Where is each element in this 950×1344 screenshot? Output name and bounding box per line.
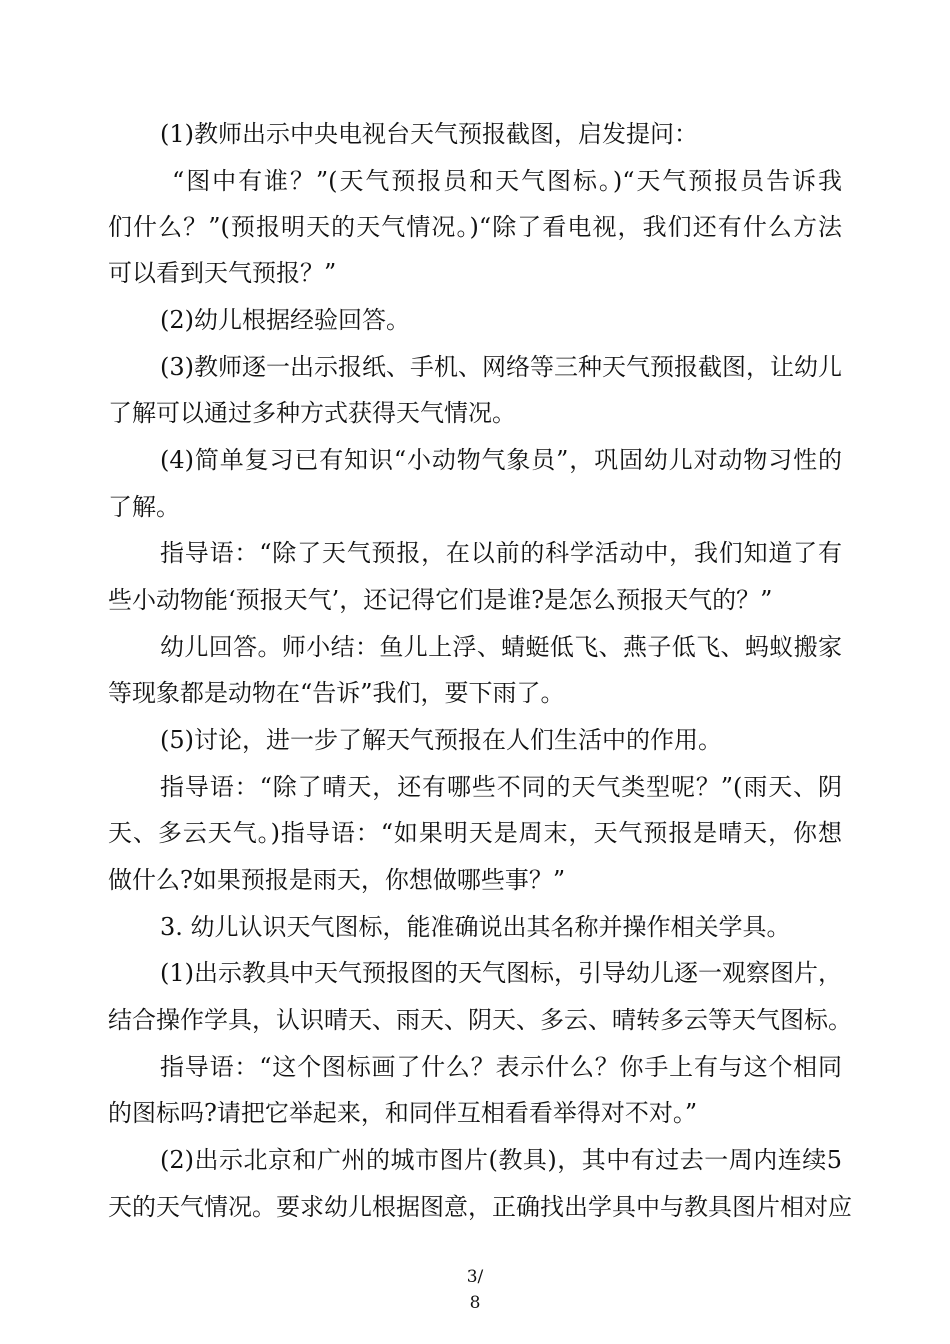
paragraph-line: 幼儿回答。师小结：鱼儿上浮、蜻蜓低飞、燕子低飞、蚂蚁搬家 — [160, 633, 842, 661]
paragraph-line: 做什么?如果预报是雨天，你想做哪些事？” — [108, 866, 566, 894]
paragraph-line: (4)简单复习已有知识“小动物气象员”，巩固幼儿对动物习性的 — [160, 446, 842, 474]
paragraph-line: (3)教师逐一出示报纸、手机、网络等三种天气预报截图，让幼儿 — [160, 353, 842, 381]
paragraph-line: 指导语：“这个图标画了什么？表示什么？你手上有与这个相同 — [160, 1053, 842, 1081]
paragraph-line: 指导语：“除了天气预报，在以前的科学活动中，我们知道了有 — [160, 539, 842, 567]
paragraph-line: (1)出示教具中天气预报图的天气图标，引导幼儿逐一观察图片， — [160, 959, 842, 987]
paragraph-line: 了解可以通过多种方式获得天气情况。 — [108, 399, 516, 427]
paragraph-line: 结合操作学具，认识晴天、雨天、阴天、多云、晴转多云等天气图标。 — [108, 1006, 852, 1034]
paragraph-line: 3. 幼儿认识天气图标，能准确说出其名称并操作相关学具。 — [160, 913, 791, 941]
paragraph-line: (1)教师出示中央电视台天气预报截图，启发提问： — [160, 120, 698, 148]
paragraph-line: 指导语：“除了晴天，还有哪些不同的天气类型呢？”(雨天、阴 — [160, 773, 842, 801]
paragraph-line: (2)出示北京和广州的城市图片(教具)，其中有过去一周内连续5 — [160, 1146, 842, 1174]
paragraph-line: 天的天气情况。要求幼儿根据图意，正确找出学具中与教具图片相对应 — [108, 1193, 852, 1221]
paragraph-line: 些小动物能‘预报天气’，还记得它们是谁?是怎么预报天气的？” — [108, 586, 773, 614]
paragraph-line: (2)幼儿根据经验回答。 — [160, 306, 410, 334]
paragraph-line: “图中有谁？”(天气预报员和天气图标。)“天气预报员告诉我 — [172, 167, 842, 195]
paragraph-line: 的图标吗?请把它举起来，和同伴互相看看举得对不对。” — [108, 1099, 698, 1127]
paragraph-line: 可以看到天气预报？” — [108, 259, 337, 287]
paragraph-line: 们什么？”(预报明天的天气情况。)“除了看电视，我们还有什么方法 — [108, 213, 842, 241]
paragraph-line: 等现象都是动物在“告诉”我们，要下雨了。 — [108, 679, 565, 707]
page-number: 3/ — [466, 1267, 484, 1287]
paragraph-line: 天、多云天气。)指导语：“如果明天是周末，天气预报是晴天，你想 — [108, 819, 842, 847]
paragraph-line: 了解。 — [108, 493, 180, 521]
paragraph-line: (5)讨论，进一步了解天气预报在人们生活中的作用。 — [160, 726, 722, 754]
page-total: 8 — [469, 1293, 481, 1313]
